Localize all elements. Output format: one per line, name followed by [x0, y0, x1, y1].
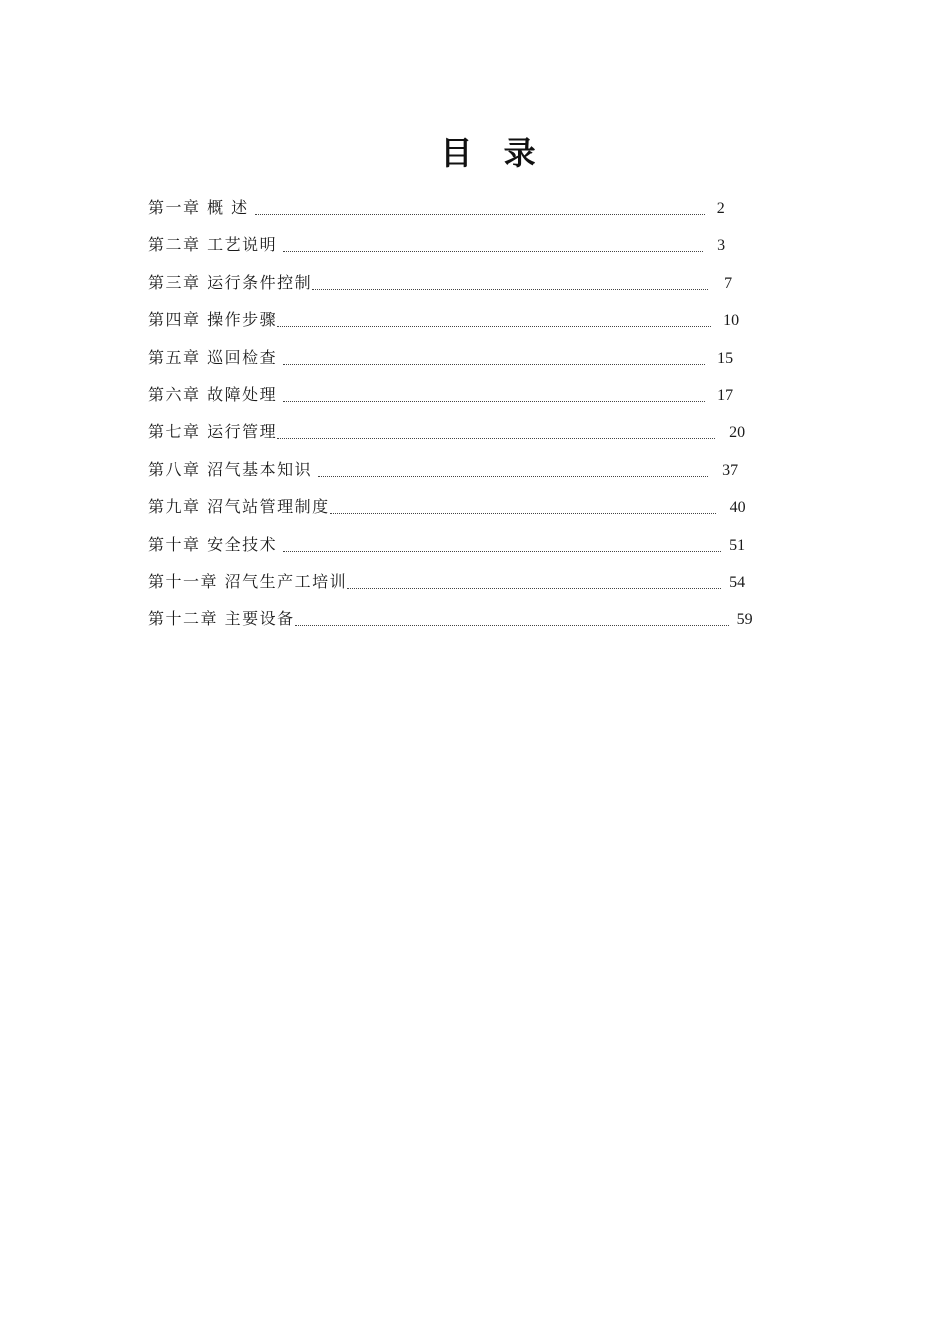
toc-entry[interactable] — [148, 607, 768, 644]
toc-leader-dots — [283, 237, 703, 252]
toc-entry[interactable] — [148, 346, 768, 383]
toc-leader-dots — [255, 200, 705, 215]
toc-entry-label: 第七章 运行管理 — [148, 422, 278, 442]
toc-entry-page: 54 — [729, 573, 746, 591]
toc-entry-label: 第十章 安全技术 — [148, 534, 278, 554]
toc-entry-label: 第四章 操作步骤 — [148, 310, 278, 330]
toc-entry[interactable] — [148, 271, 768, 308]
toc-entry-page: 15 — [717, 349, 734, 367]
toc-entry-label: 第九章 沼气站管理制度 — [148, 497, 330, 517]
toc-leader-dots — [283, 350, 705, 365]
toc-entry[interactable] — [148, 570, 768, 607]
toc-entry-page: 59 — [736, 611, 753, 629]
toc-entry-label: 第六章 故障处理 — [148, 384, 278, 404]
toc-entry[interactable] — [148, 533, 768, 570]
toc-leader-dots — [347, 574, 721, 589]
toc-leader-dots — [318, 462, 708, 477]
toc-entry-page: 51 — [729, 536, 746, 554]
toc-entry-label: 第八章 沼气基本知识 — [148, 459, 313, 479]
toc-entry-label: 第十二章 主要设备 — [148, 609, 295, 629]
toc-entry-page: 10 — [723, 312, 740, 330]
toc-leader-dots — [295, 611, 729, 626]
toc-entry-page: 37 — [722, 461, 739, 479]
toc-leader-dots — [277, 424, 715, 439]
toc-entry[interactable] — [148, 383, 768, 420]
toc-leader-dots — [312, 275, 708, 290]
toc-entry[interactable] — [148, 308, 768, 345]
toc-entry[interactable] — [148, 196, 768, 233]
toc-leader-dots — [277, 312, 711, 327]
toc-entry-label: 第二章 工艺说明 — [148, 235, 278, 255]
toc-entry-page: 2 — [716, 200, 725, 217]
toc-leader-dots — [330, 499, 716, 514]
toc-entry[interactable] — [148, 420, 768, 457]
toc-entry-page: 7 — [724, 274, 733, 292]
page-title: 目 录 — [440, 134, 546, 172]
toc-entry-label: 第一章 概 述 — [148, 198, 249, 217]
toc-leader-dots — [283, 387, 705, 402]
toc-entry-label: 第三章 运行条件控制 — [148, 272, 313, 292]
toc-entry-page: 3 — [717, 237, 726, 255]
toc-entry-label: 第五章 巡回检查 — [148, 347, 278, 367]
toc-entry-page: 17 — [717, 386, 734, 404]
toc-entry[interactable] — [148, 458, 768, 495]
toc-entry-label: 第十一章 沼气生产工培训 — [148, 571, 348, 591]
toc-entry[interactable] — [148, 233, 768, 270]
toc-leader-dots — [283, 537, 721, 552]
table-of-contents — [148, 196, 768, 645]
toc-entry-page: 40 — [729, 499, 746, 517]
toc-entry[interactable] — [148, 495, 768, 532]
toc-entry-page: 20 — [729, 424, 746, 442]
